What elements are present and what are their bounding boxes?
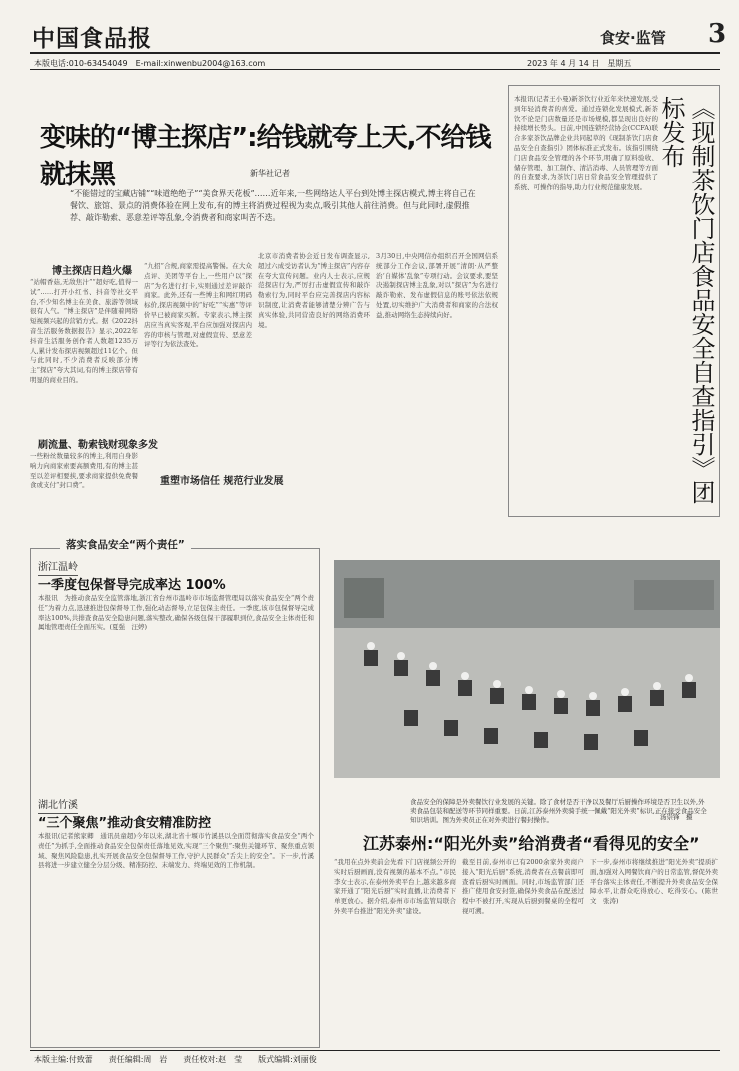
subhead-trend: 博主探店日趋火爆	[52, 266, 132, 277]
contact-line: 本版电话:010-63454049 E-mail:xinwenbu2004@163.com	[34, 59, 266, 68]
article-column: “我用在点外卖前会先看下门店视频公开的实时后厨画面,没有视频的基本不点。”市民李女士表示,在泰州外卖平台上,越来越多商家开通了“阳光后厨”实时直播,让消费者下单更放心。据介绍,泰州市市场监管局联合外卖平台推进“阳光外卖”建设。	[334, 858, 456, 915]
article-column: 北京市消费者协会近日发布调查显示,超过六成受访者认为“博主探店”内容存在夸大宣传问题。业内人士表示,应规范探店行为,严厉打击虚假宣传和敲诈勒索行为,同时平台应完善探店内容标识制度,让消费者能够清楚分辨广告与真实体验,共同营造良好的网络消费环境。	[258, 252, 370, 329]
side-article-body: 本报讯(记者王小曼)新茶饮行业近年来快速发展,受到年轻消费者的喜爱。通过连锁化发展模式,新茶饮不论是门店数量还是市场规模,都呈现出良好的持续增长势头。日前,中国连锁经营协会(CCFA)联合多家茶饮品牌企业共同起草的《现制茶饮门店食品安全自查指引》团体标准正式发布。该指引围绕门店食品安全管理的各个环节,明确了原料验收、储存管理、加工制作、清洁消毒、人员管理等方面的自查要求,为茶饮门店日常食品安全管理提供了系统、可操作的指导,助力行业规范健康发展。	[514, 95, 658, 192]
page-number: 3	[708, 19, 727, 49]
photo-illustration	[334, 560, 720, 778]
section-banner: 落实食品安全“两个责任”	[60, 537, 191, 552]
main-lead: “不能错过的宝藏店铺”“味道绝绝子”“美食界天花板”……近年来,一些网络达人平台到处博主探店模式,博主将自己在餐饮、旅馆、景点的消费体验在网上发布,有的博主将消费过程视为卖点,吸引其他人前往消费。但与此同时,虚假推荐、敲诈勒索、恶意差评等乱象,令消费者和商家叫苦不迭。	[70, 189, 476, 222]
article-column: “九招”合规,商家需提高警惕。在大众点评、美团等平台上,一些用户以“探店”为名进行打卡,实则通过差评敲诈商家。此外,还有一些博主和网红明码标价,探店视频中的“好吃”“实惠”等评价早已被商家买断。专家表示,博主探店应当真实客观,平台应加强对探店内容的审核与管理,对虚假宣传、恶意差评等行为依法查处。	[144, 262, 252, 349]
photo-caption: 食品安全的保障是外卖餐饮行业发展的关键。除了食材是否干净以及餐厅后厨操作环境是否卫生以外,外卖食品包装和配送等环节同样重要。日前,江苏泰州外卖骑手统一佩戴“阳光外卖”标识,正在接受食品安全知识培训。图为外卖员正在对外卖进行餐封操作。	[410, 798, 707, 824]
feature-body-wenling: 本报讯 为推动食品安全监管落地,浙江省台州市温岭市市场监督管理局以落实食品安全“两个责任”为着力点,迅速推进包保督导工作,强化动态督导,立足包保主责任。一季度,该市包保督导完成率达100%,共排查食品安全隐患问题,落实整改,确保各级包保干部履职到位,食品安全主体责任和属地管理责任全面压实。(夏强 汪婷)	[38, 594, 314, 632]
subhead-trust: 重塑市场信任 规范行业发展	[160, 476, 284, 487]
delivery-riders-photo	[334, 560, 720, 778]
article-column: “站帽香菇,无敌焦汁”“超好吃,值得一试”……打开小红书、抖音等社交平台,不少知名博主在美食、旅游等领域很有人气。“博主探店”是伴随着网络短视频兴起的营销方式。据《2022抖音生活服务数据报告》显示,2022年抖音生活服务创作者人数超1235万人,累计发布探店视频超过11亿个。但与此同时,不少消费者反映部分博主“探店”夸大其词,有的博主探店带有明显的商业目的。	[30, 278, 138, 384]
main-byline: 新华社记者	[250, 169, 290, 178]
region-tag-zhuxi: 湖北竹溪	[38, 796, 78, 814]
header-rule-thin	[30, 69, 720, 70]
side-vertical-title: 《现制茶饮门店食品安全自查指引》团标发布	[657, 96, 715, 504]
header-rule	[30, 52, 720, 54]
subhead-extortion: 刷流量、勒索钱财现象多发	[38, 440, 158, 451]
article-column: 截至目前,泰州市已有2000余家外卖商户接入“阳光后厨”系统,消费者在点餐前即可查看后厨实时画面。同时,市场监管部门还推广使用食安封签,确保外卖食品在配送过程中不被打开,实现从后厨到餐桌的全程可视可溯。	[462, 858, 584, 915]
photo-credit: 汤崇锋 摄	[660, 813, 693, 821]
section-name: 食安·监管	[600, 29, 666, 47]
takeaway-article-title: 江苏泰州:“阳光外卖”给消费者“看得见的安全”	[363, 834, 700, 853]
article-column: 下一步,泰州市将继续推进“阳光外卖”提质扩面,加强对入网餐饮商户的日常监管,督促外卖平台落实主体责任,不断提升外卖食品安全保障水平,让群众吃得放心、吃得安心。(陈世文 张涛)	[590, 858, 718, 906]
feature-body-zhuxi: 本报讯(记者熊家卿 通讯员童超)今年以来,湖北省十堰市竹溪县以全面贯彻落实食品安全“两个责任”为抓手,全面推动食品安全包保责任落地见效,实现“三个聚焦”:聚焦关键环节、聚焦重点领域、聚焦风险隐患,扎实开展食品安全包保督导工作,守护人民群众“舌尖上的安全”。下一步,竹溪县将进一步建立健全分层分级、精准防控、末端发力、终端见效的工作机制。	[38, 832, 314, 870]
feature-title-zhuxi: “三个聚焦”推动食安精准防控	[38, 816, 212, 831]
feature-title-wenling: 一季度包保督导完成率达 100%	[38, 578, 226, 593]
issue-date: 2023 年 4 月 14 日 星期五	[527, 59, 632, 68]
footer-rule	[30, 1050, 720, 1051]
article-column: 一些粉丝数量较多的博主,利用自身影响力向商家索要高额费用,有的博主甚至以差评相要挟,要求商家提供免费餐食或支付“封口费”。	[30, 452, 138, 490]
article-column: 3月30日,中央网信办组织召开全国网信系统部分工作会议,部署开展“清朗·从严整治‘自媒体’乱象”专项行动。会议要求,要坚决遏制探店博主乱象,对以“探店”为名进行敲诈勒索、发布虚假信息的账号依法依规处置,切实维护广大消费者和商家的合法权益,推动网络生态持续向好。	[376, 252, 498, 319]
masthead-logo: 中国食品报	[32, 26, 152, 52]
region-tag-wenling: 浙江温岭	[38, 558, 78, 576]
editorial-credits: 本版主编:付致蕾 责任编辑:周 岩 责任校对:赵 莹 版式编辑:刘丽俊	[34, 1055, 317, 1064]
main-headline: 变味的“博主探店”:给钱就夸上天,不给钱就抹黑	[40, 123, 491, 190]
